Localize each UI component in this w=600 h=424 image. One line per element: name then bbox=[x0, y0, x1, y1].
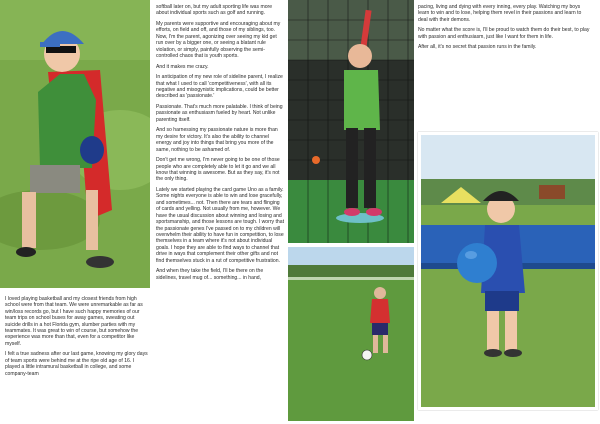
column-text-b bbox=[156, 4, 284, 285]
paragraph: In anticipation of my new role of sideline parent, I realize that what I used to call 'competitiveness', with all its negative and misogynistic implications, could be better described as 'passionate.' bbox=[156, 74, 283, 100]
paragraph: I felt a true sadness after our last game, knowing my glory days of team sports were behind me at the ripe old age of 16. I played a little intramural basketball in college, and some company-team bbox=[5, 351, 148, 377]
paragraph: And it makes me crazy. bbox=[156, 63, 209, 70]
paragraph: pacing, living and dying with every inning, every play. Watching my boys learn to win and to lose, helping them revel in their passions and learn to deal with their demons. bbox=[418, 4, 582, 23]
paragraph: Passionate. That's much more palatable. I think of being passionate as enthusiasm fueled by heart. Not unlike parenting itself. bbox=[156, 104, 283, 123]
photo-boy-with-cape bbox=[0, 0, 150, 288]
paragraph: After all, it's no secret that passion runs in the family. bbox=[418, 44, 537, 51]
paragraph: I loved playing basketball and my closest friends from high school were from that team. We were unremarkable as far as win/loss records go, but I have such happy memories of our team trips on school buses for away games, sweating out suicide drills in a hot Florida gym, slumber parties with my teammates. It was great to win of course, but somehow the experience was more than that, even for a competitor like myself. bbox=[5, 296, 143, 347]
paragraph: And when they take the field, I'll be there on the sidelines, travel mug of... something... in hand, bbox=[156, 268, 264, 281]
paragraph: My parents were supportive and encouraging about my efforts, on field and off, and those of my siblings, too. Now, I'm the parent, agonizing over seeing my kid get run over by a bigger one, or seeing a blatant rule violation, or simply, painfully observing the semi-controlled chaos that is youth sports. bbox=[156, 21, 281, 60]
photo-boy-with-blue-ball bbox=[418, 132, 598, 410]
column-text-c bbox=[418, 4, 590, 55]
paragraph: No matter what the score is, I'll be proud to watch them do their best, to play with passion and enthusiasm, just like I want for them in life. bbox=[418, 27, 590, 40]
paragraph: And so harnessing my passionate nature is more than my desire for victory. It's also the ability to channel energy and joy into things that bring you more of the same, nothing to be ashamed of. bbox=[156, 127, 278, 153]
column-text-a bbox=[5, 296, 148, 381]
photo-soccer-field bbox=[288, 247, 414, 421]
paragraph: Lately we started playing the card game Uno as a family. Some nights everyone is able to win and lose gracefully, and sometimes... not. Then there are tears and flinging of cards and yelling. Not usually from me, however. We have the usual discussion about winning and losing and sportsmanship, and those lessons are tough. I worry that the passionate genes I've passed on to my children will overwhelm their ability to have fun in competition, to lose themselves in a team where it's not about individual goals. I hope they are able to find ways to channel that drive in ways that complement their other gifts and not find themselves stuck in a rut of competitive frustration. bbox=[156, 187, 284, 264]
photo-batting-cage bbox=[288, 0, 414, 243]
paragraph: Don't get me wrong, I'm never going to be one of those people who are completely able to let it go and we all know that winning is awesome. But as they say, it's not the only thing. bbox=[156, 157, 280, 183]
paragraph: softball later on, but my adult sporting life was more about individual sports such as golf and running. bbox=[156, 4, 273, 17]
